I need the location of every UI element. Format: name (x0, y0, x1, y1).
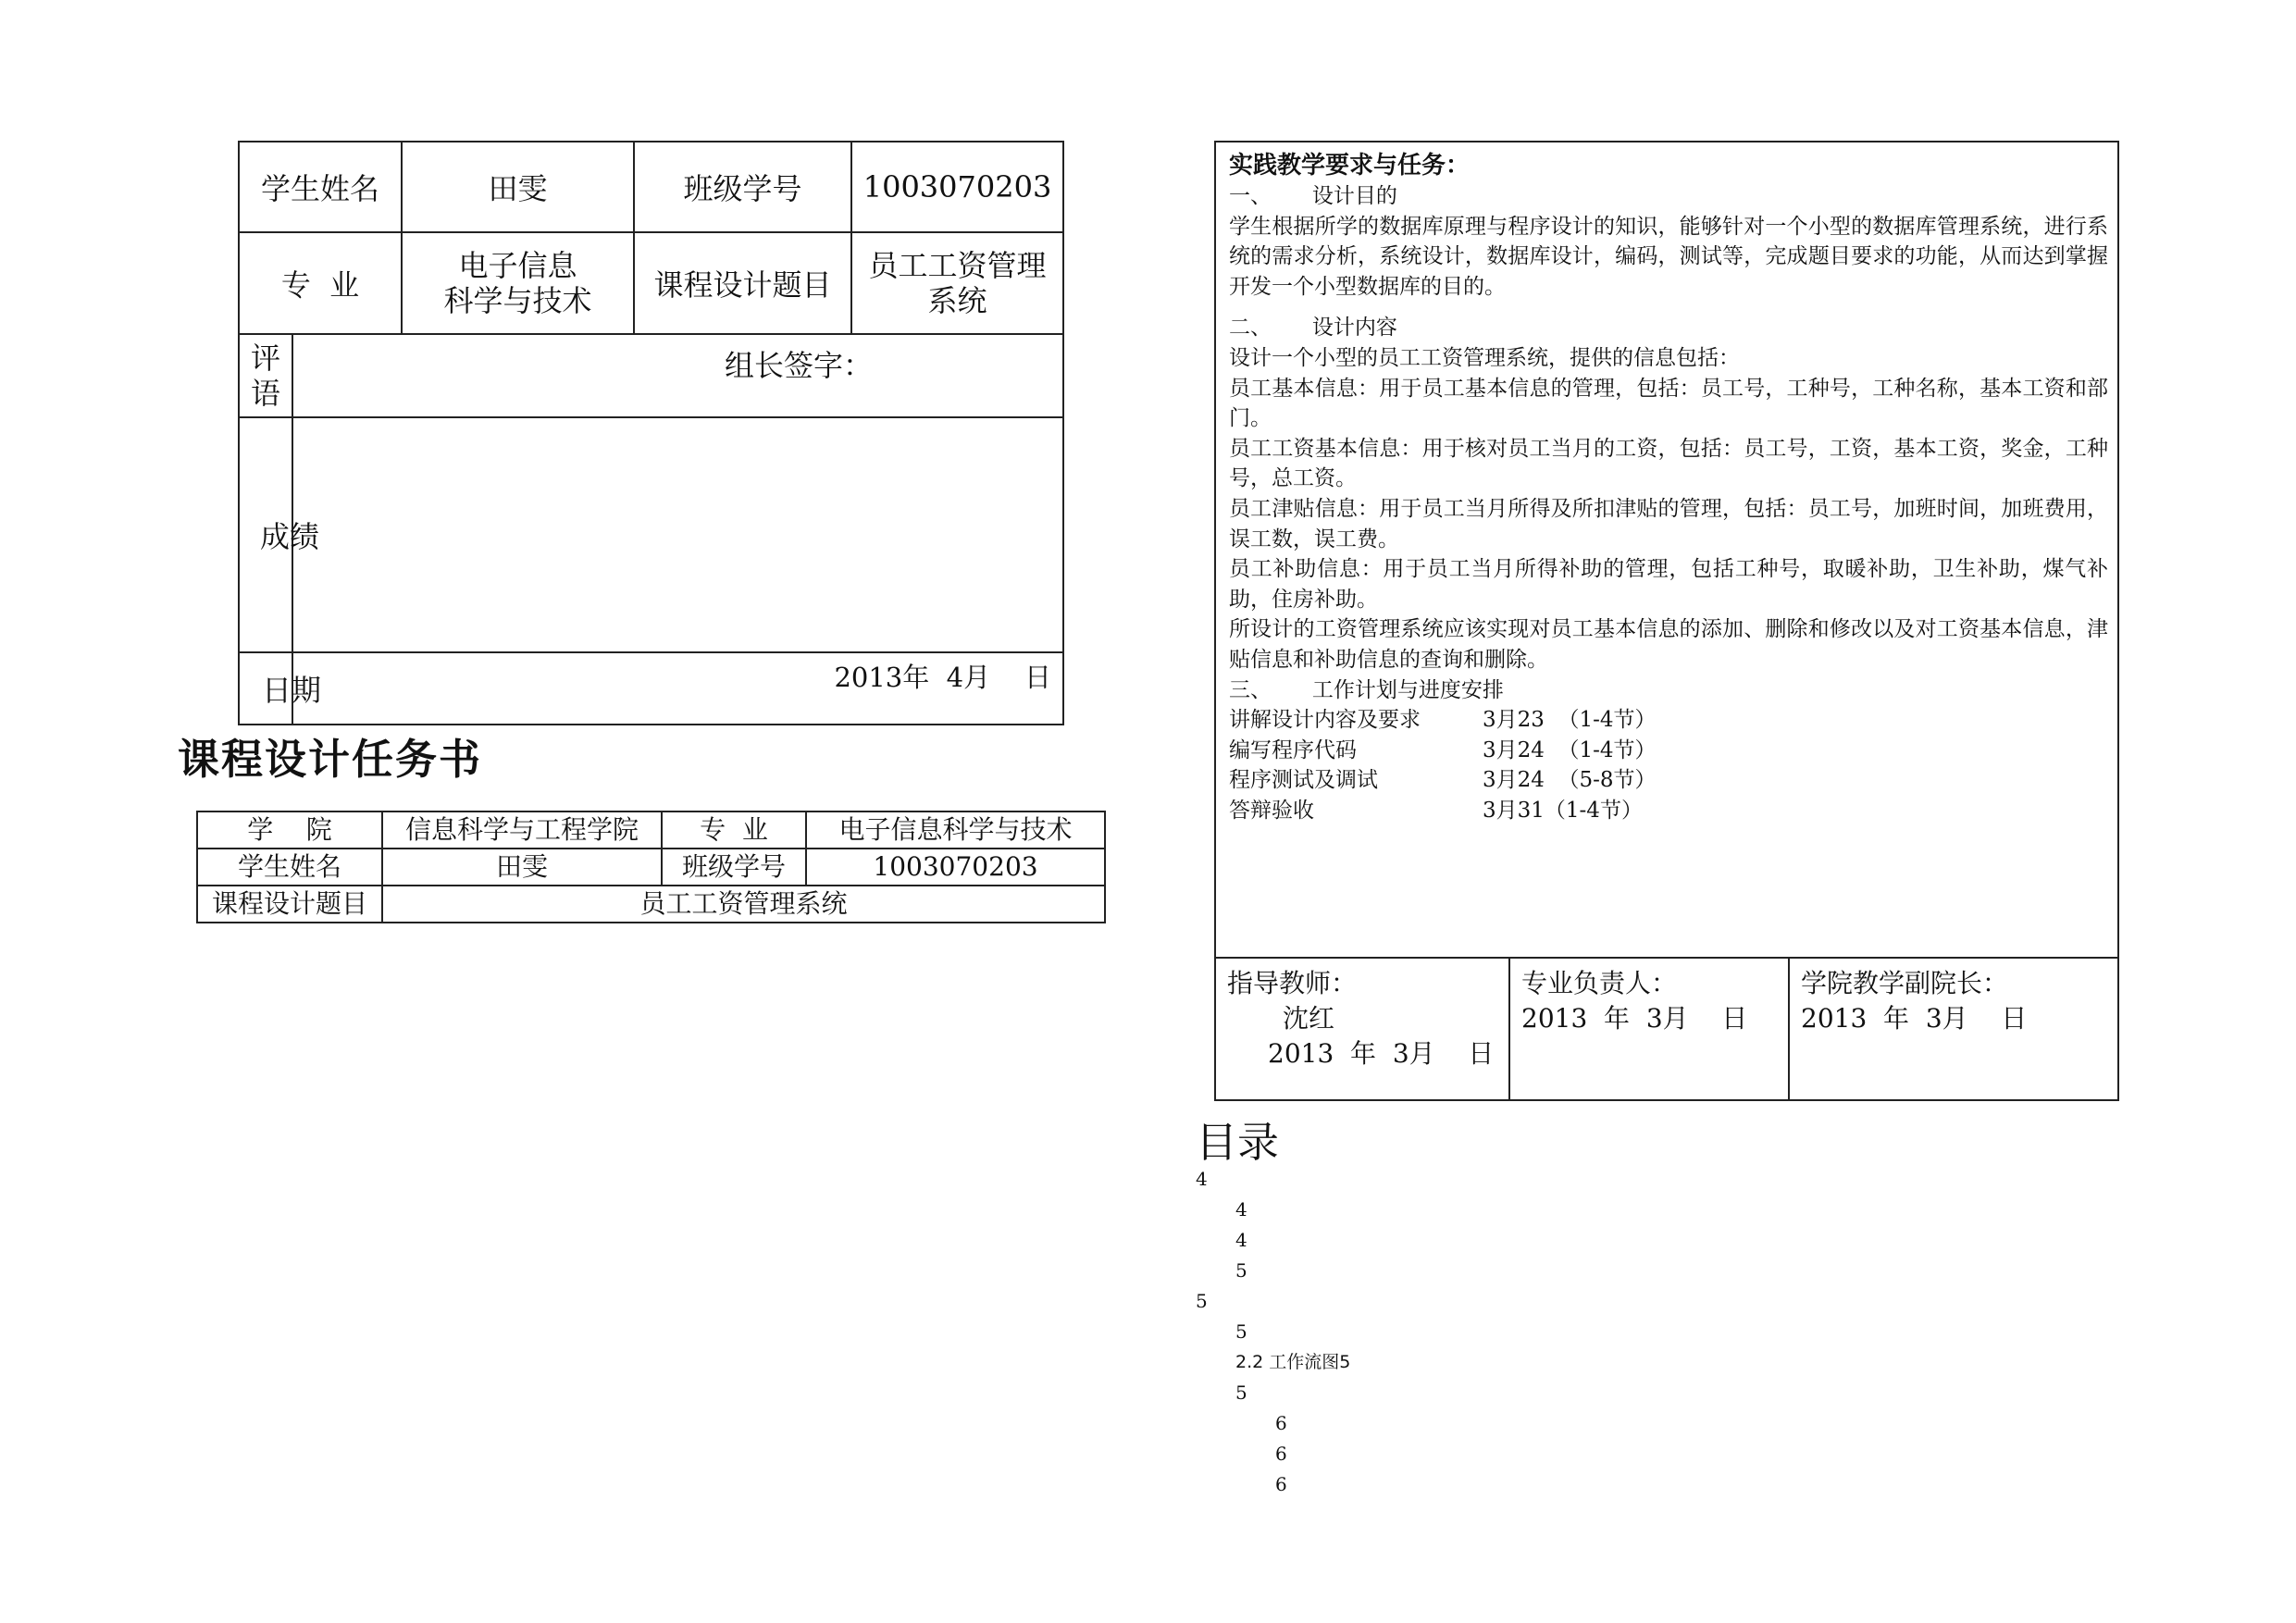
toc-entry[interactable]: 5 (1235, 1259, 1247, 1282)
major-line-1: 电子信息 (458, 248, 577, 283)
schedule-row (1229, 705, 2108, 736)
toc-entry[interactable]: 2.2 工作流图5 (1235, 1352, 1351, 1372)
remark-label (239, 334, 292, 417)
task-info-table (196, 811, 1106, 923)
dean-signature-cell (1788, 959, 2117, 1101)
score-content (292, 417, 1063, 652)
topic-line-1: 员工工资管理 (868, 248, 1047, 283)
class-id-label: 班级学号 (634, 142, 851, 232)
major-value (402, 232, 634, 334)
info-major-value: 电子信息科学与技术 (806, 812, 1105, 849)
schedule-task: 程序测试及调试 (1229, 768, 1378, 793)
toc-title: 目录 (1196, 1118, 1280, 1167)
signature-row (1216, 957, 2117, 1101)
item-salary-info: 员工工资基本信息：用于核对员工当月的工资，包括：员工号，工资，基本工资，奖金，工种号，总工资。 (1229, 436, 2108, 491)
schedule-task: 讲解设计内容及要求 (1229, 708, 1421, 733)
teacher-name: 沈红 (1283, 1003, 1335, 1034)
major-head-date: 2013 年 3月 日 (1521, 1003, 1748, 1034)
schedule-task: 编写程序代码 (1229, 737, 1357, 762)
dean-date: 2013 年 3月 日 (1801, 1003, 2028, 1034)
item-allowance-info: 员工津贴信息：用于员工当月所得及所扣津贴的管理，包括：员工号，加班时间，加班费用，误工数，误工费。 (1229, 496, 2108, 551)
score-label: 成绩 (239, 417, 292, 652)
major-label: 专 业 (239, 232, 402, 334)
dean-label: 学院教学副院长： (1801, 968, 2009, 998)
info-class-id-label: 班级学号 (662, 849, 806, 886)
major-head-signature-cell (1508, 959, 1788, 1101)
schedule-task: 答辩验收 (1229, 798, 1314, 823)
toc-entry[interactable]: 5 (1235, 1320, 1247, 1343)
date-content (292, 652, 1063, 725)
schedule-time: 3月23 （1-4节） (1483, 708, 1657, 733)
college-label: 学 院 (197, 812, 382, 849)
toc-entry[interactable]: 6 (1275, 1473, 1287, 1495)
info-topic-value: 员工工资管理系统 (382, 886, 1105, 923)
toc-entry[interactable]: 4 (1196, 1168, 1208, 1190)
schedule-row (1229, 765, 2108, 796)
leader-signature: 组长签字： (725, 348, 874, 383)
teacher-signature-cell (1216, 959, 1508, 1101)
section-1-body: 学生根据所学的数据库原理与程序设计的知识，能够针对一个小型的数据库管理系统，进行系统的需求分析，系统设计，数据库设计，编码，测试等，完成题目要求的功能，从而达到掌握开发一个小型数据库的目的。 (1229, 214, 2108, 299)
major-head-label: 专业负责人： (1521, 968, 1678, 998)
schedule-row (1229, 796, 2108, 826)
section-2-title: 二、 设计内容 (1229, 316, 1397, 341)
requirements-content (1229, 150, 2108, 825)
info-class-id-value: 1003070203 (806, 849, 1105, 886)
requirements-heading: 实践教学要求与任务： (1229, 152, 1471, 180)
toc-entry[interactable]: 5 (1235, 1381, 1247, 1404)
toc-entry[interactable]: 4 (1235, 1229, 1247, 1251)
schedule-row (1229, 736, 2108, 766)
class-id-value: 1003070203 (851, 142, 1063, 232)
section-2-intro: 设计一个小型的员工工资管理系统，提供的信息包括： (1229, 345, 1740, 370)
item-system-requirement: 所设计的工资管理系统应该实现对员工基本信息的添加、删除和修改以及对工资基本信息，津贴信息和补助信息的查询和删除。 (1229, 617, 2108, 672)
date-value: 2013年 4月 日 (834, 662, 1052, 693)
major-line-2: 科学与技术 (443, 283, 592, 318)
student-name-value: 田雯 (402, 142, 634, 232)
teacher-label: 指导教师： (1227, 968, 1358, 998)
toc-entry[interactable]: 5 (1196, 1290, 1208, 1312)
task-book-title: 课程设计任务书 (178, 735, 483, 784)
topic-value (851, 232, 1063, 334)
college-value: 信息科学与工程学院 (382, 812, 662, 849)
teacher-date: 2013 年 3月 日 (1268, 1038, 1495, 1069)
remark-content (292, 334, 1063, 417)
topic-label: 课程设计题目 (634, 232, 851, 334)
toc-entry[interactable]: 4 (1235, 1198, 1247, 1220)
schedule-time: 3月31（1-4节） (1483, 798, 1643, 823)
topic-line-2: 系统 (927, 283, 987, 318)
info-student-name-label: 学生姓名 (197, 849, 382, 886)
schedule-time: 3月24 （1-4节） (1483, 737, 1657, 762)
info-topic-label: 课程设计题目 (197, 886, 382, 923)
remark-label-1: 评 (250, 341, 280, 376)
student-name-label: 学生姓名 (239, 142, 402, 232)
requirements-box (1214, 141, 2119, 1101)
section-1-title: 一、 设计目的 (1229, 184, 1397, 208)
info-student-name-value: 田雯 (382, 849, 662, 886)
schedule-time: 3月24 （5-8节） (1483, 768, 1657, 793)
date-label: 日期 (239, 652, 292, 725)
toc-entry[interactable]: 6 (1275, 1412, 1287, 1434)
info-major-label: 专 业 (662, 812, 806, 849)
remark-label-2: 语 (250, 376, 280, 411)
item-subsidy-info: 员工补助信息：用于员工当月所得补助的管理，包括工种号，取暖补助，卫生补助，煤气补助，住房补助。 (1229, 557, 2108, 612)
toc-entry[interactable]: 6 (1275, 1443, 1287, 1465)
section-3-title: 三、 工作计划与进度安排 (1229, 677, 1504, 702)
grade-table (238, 141, 1064, 725)
item-basic-info: 员工基本信息：用于员工基本信息的管理，包括：员工号，工种号，工种名称，基本工资和部门。 (1229, 376, 2108, 431)
